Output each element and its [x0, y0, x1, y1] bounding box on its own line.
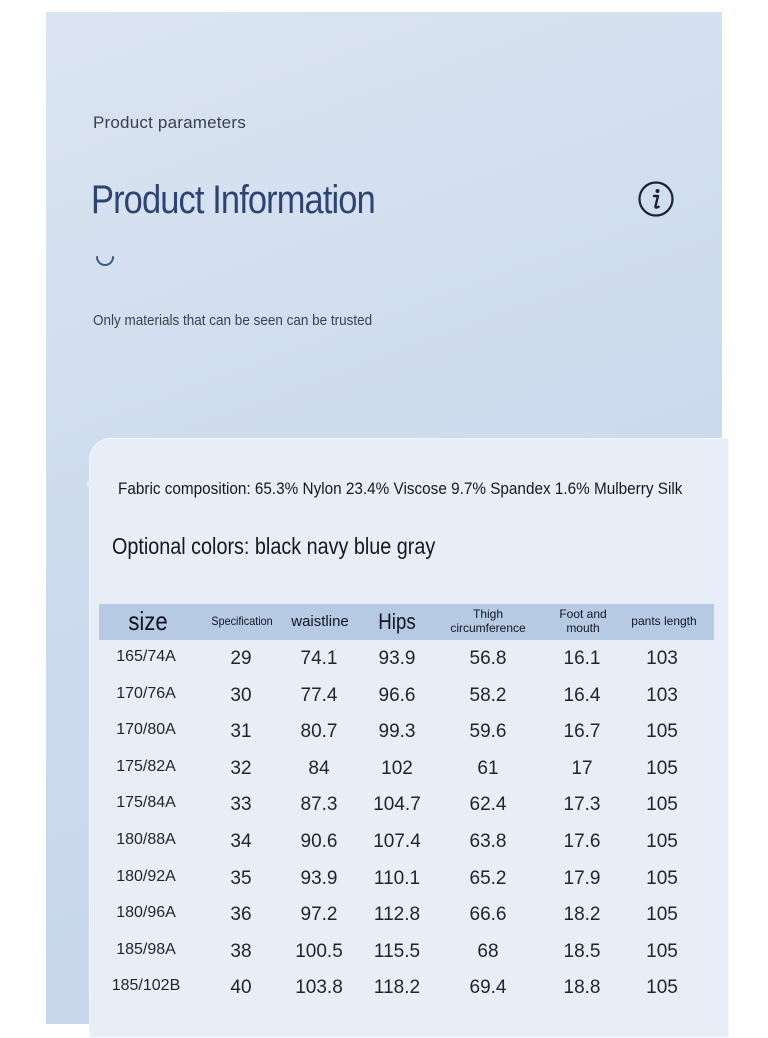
card-notch: [86, 470, 98, 498]
cell-specification: 31: [230, 721, 252, 743]
fabric-composition: Fabric composition: 65.3% Nylon 23.4% Viscose 9.7% Spandex 1.6% Mulberry Silk: [118, 479, 683, 498]
info-circle-icon[interactable]: [637, 180, 675, 218]
cell-foot-mouth: 17.3: [563, 794, 601, 816]
cell-foot-mouth: 17.9: [563, 867, 601, 889]
cell-hips: 110.1: [373, 867, 421, 889]
cell-foot-mouth: 16.1: [563, 648, 601, 669]
cell-pants-length: 105: [646, 867, 678, 889]
cell-hips: 99.3: [378, 721, 416, 743]
cell-waistline: 74.1: [300, 648, 338, 669]
cell-size: 180/88A: [116, 831, 176, 848]
cell-specification: 34: [230, 831, 252, 852]
cell-hips: 104.7: [373, 794, 421, 816]
cell-specification: 29: [230, 648, 252, 669]
cell-thigh: 68: [477, 940, 499, 962]
cell-size: 165/74A: [116, 648, 176, 665]
cell-thigh: 65.2: [469, 867, 507, 889]
cell-foot-mouth: 18.8: [563, 977, 601, 999]
cell-waistline: 80.7: [300, 721, 338, 743]
cell-specification: 30: [230, 684, 252, 706]
cell-size: 180/92A: [116, 867, 176, 885]
foot-mouth-header-text: Foot and mouth: [559, 607, 607, 635]
cell-size: 170/76A: [116, 684, 176, 702]
column-header-waistline: waistline: [291, 613, 349, 631]
cell-foot-mouth: 18.5: [563, 940, 601, 962]
cell-pants-length: 105: [646, 794, 678, 816]
cell-pants-length: 105: [646, 757, 678, 779]
cell-hips: 118.2: [373, 977, 421, 999]
cell-waistline: 87.3: [300, 794, 338, 816]
cell-waistline: 90.6: [300, 831, 338, 852]
cell-size: 175/84A: [116, 794, 176, 812]
tagline: Only materials that can be seen can be trusted: [93, 312, 373, 329]
cell-specification: 38: [230, 940, 252, 962]
cell-thigh: 69.4: [469, 977, 507, 999]
column-header-thigh: [447, 604, 529, 640]
cell-thigh: 59.6: [469, 721, 507, 743]
cell-pants-length: 105: [646, 904, 678, 926]
column-header-hips: Hips: [378, 609, 416, 635]
cell-pants-length: 103: [646, 684, 678, 706]
cell-foot-mouth: 17.6: [563, 831, 601, 852]
cell-thigh: 62.4: [469, 794, 507, 816]
cell-specification: 40: [230, 977, 252, 999]
cell-waistline: 103.8: [295, 977, 343, 999]
cell-size: 170/80A: [116, 721, 176, 739]
cell-waistline: 93.9: [300, 867, 338, 889]
cell-hips: 115.5: [373, 940, 421, 962]
optional-colors: Optional colors: black navy blue gray: [112, 533, 436, 559]
column-header-size: size: [128, 606, 168, 637]
cell-specification: 35: [230, 867, 252, 889]
cell-pants-length: 105: [646, 977, 678, 999]
cell-hips: 107.4: [373, 831, 421, 852]
cell-foot-mouth: 16.7: [563, 721, 601, 743]
cell-thigh: 61: [477, 757, 499, 779]
cell-specification: 36: [230, 904, 252, 926]
cell-hips: 112.8: [373, 904, 421, 926]
column-header-foot-mouth: [552, 604, 614, 640]
cell-specification: 32: [230, 757, 252, 779]
cell-waistline: 84: [308, 757, 330, 779]
cell-waistline: 97.2: [300, 904, 338, 926]
cell-hips: 93.9: [378, 648, 416, 669]
cell-size: 185/98A: [116, 940, 176, 958]
cell-waistline: 77.4: [300, 684, 338, 706]
cell-size: 180/96A: [116, 904, 176, 922]
loading-arc-icon: [95, 251, 115, 271]
cell-foot-mouth: 16.4: [563, 684, 601, 706]
cell-thigh: 58.2: [469, 684, 507, 706]
cell-pants-length: 105: [646, 721, 678, 743]
page-title: Product Information: [91, 178, 375, 222]
cell-pants-length: 103: [646, 648, 678, 669]
cell-specification: 33: [230, 794, 252, 816]
column-header-pants-length: pants length: [631, 614, 697, 629]
cell-thigh: 56.8: [469, 648, 507, 669]
cell-foot-mouth: 18.2: [563, 904, 601, 926]
cell-hips: 96.6: [378, 684, 416, 706]
column-header-specification: Specification: [211, 614, 273, 629]
cell-foot-mouth: 17: [571, 757, 593, 779]
cell-size: 175/82A: [116, 757, 176, 775]
cell-thigh: 66.6: [469, 904, 507, 926]
cell-thigh: 63.8: [469, 831, 507, 852]
section-subtitle: Product parameters: [93, 113, 246, 132]
cell-pants-length: 105: [646, 831, 678, 852]
cell-size: 185/102B: [111, 977, 181, 995]
cell-hips: 102: [381, 757, 413, 779]
cell-waistline: 100.5: [295, 940, 343, 962]
thigh-header-text: Thigh circumference: [450, 607, 526, 635]
cell-pants-length: 105: [646, 940, 678, 962]
